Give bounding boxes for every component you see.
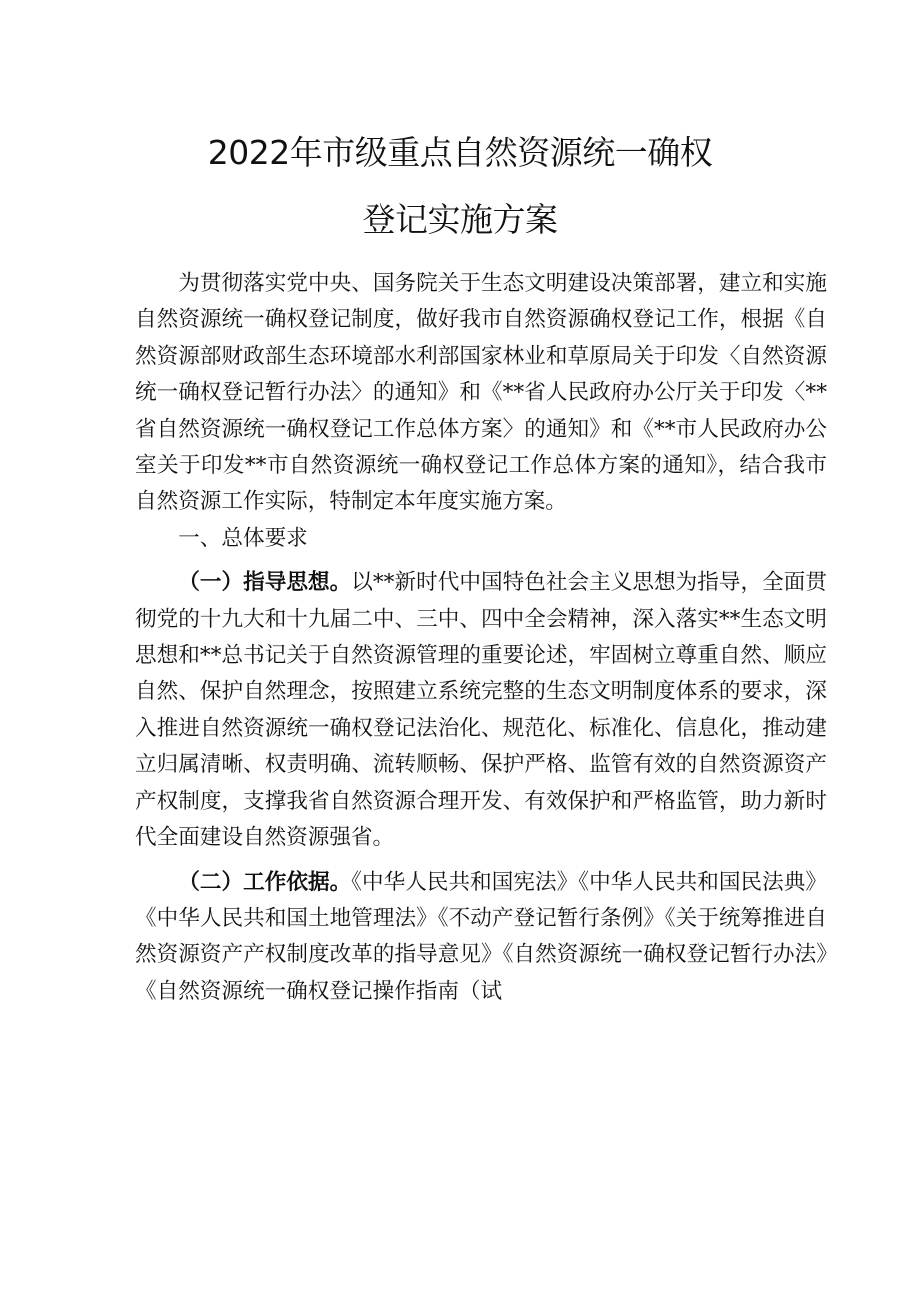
guiding-ideology-lead: （一）指导思想。 — [178, 570, 352, 596]
section-heading-overall-requirements: 一、总体要求 — [178, 525, 308, 551]
work-basis-text: 《中华人民共和国宪法》《中华人民共和国民法典》《中华人民共和国土地管理法》《不动产登记暂行条例》《关于统筹推进自然资源资产产权制度改革的指导意见》《自然资源统一确权登记暂行办法》《自然资源统一确权登记操作指南（试 — [135, 869, 827, 1004]
guiding-ideology-text: 以**新时代中国特色社会主义思想为指导，全面贯彻党的十九大和十九届二中、三中、四中全会精神，深入落实**生态文明思想和**总书记关于自然资源管理的重要论述，牢固树立尊重自然、顺应自然、保护自然理念，按照建立系统完整的生态文明制度体系的要求，深入推进自然资源统一确权登记法治化、规范化、标准化、信息化，推动建立归属清晰、权责明确、流转顺畅、保护严格、监管有效的自然资源资产产权制度，支撑我省自然资源合理开发、有效保护和严格监管，助力新时代全面建设自然资源强省。 — [135, 570, 827, 851]
document-title-line-2: 登记实施方案 — [362, 200, 558, 239]
work-basis-lead: （二）工作依据。 — [178, 869, 352, 895]
work-basis-paragraph — [135, 865, 827, 1011]
document-body — [135, 266, 827, 1010]
intro-paragraph: 为贯彻落实党中央、国务院关于生态文明建设决策部署，建立和实施自然资源统一确权登记制度，做好我市自然资源确权登记工作，根据《自然资源部财政部生态环境部水利部国家林业和草原局关于印发〈自然资源统一确权登记暂行办法〉的通知》和《**省人民政府办公厅关于印发〈**省自然资源统一确权登记工作总体方案〉的通知》和《**市人民政府办公室关于印发**市自然资源统一确权登记工作总体方案的通知》，结合我市自然资源工作实际，特制定本年度实施方案。 — [135, 271, 827, 515]
guiding-ideology-paragraph — [135, 565, 827, 856]
document-title-line-1: 2022年市级重点自然资源统一确权 — [207, 133, 713, 172]
